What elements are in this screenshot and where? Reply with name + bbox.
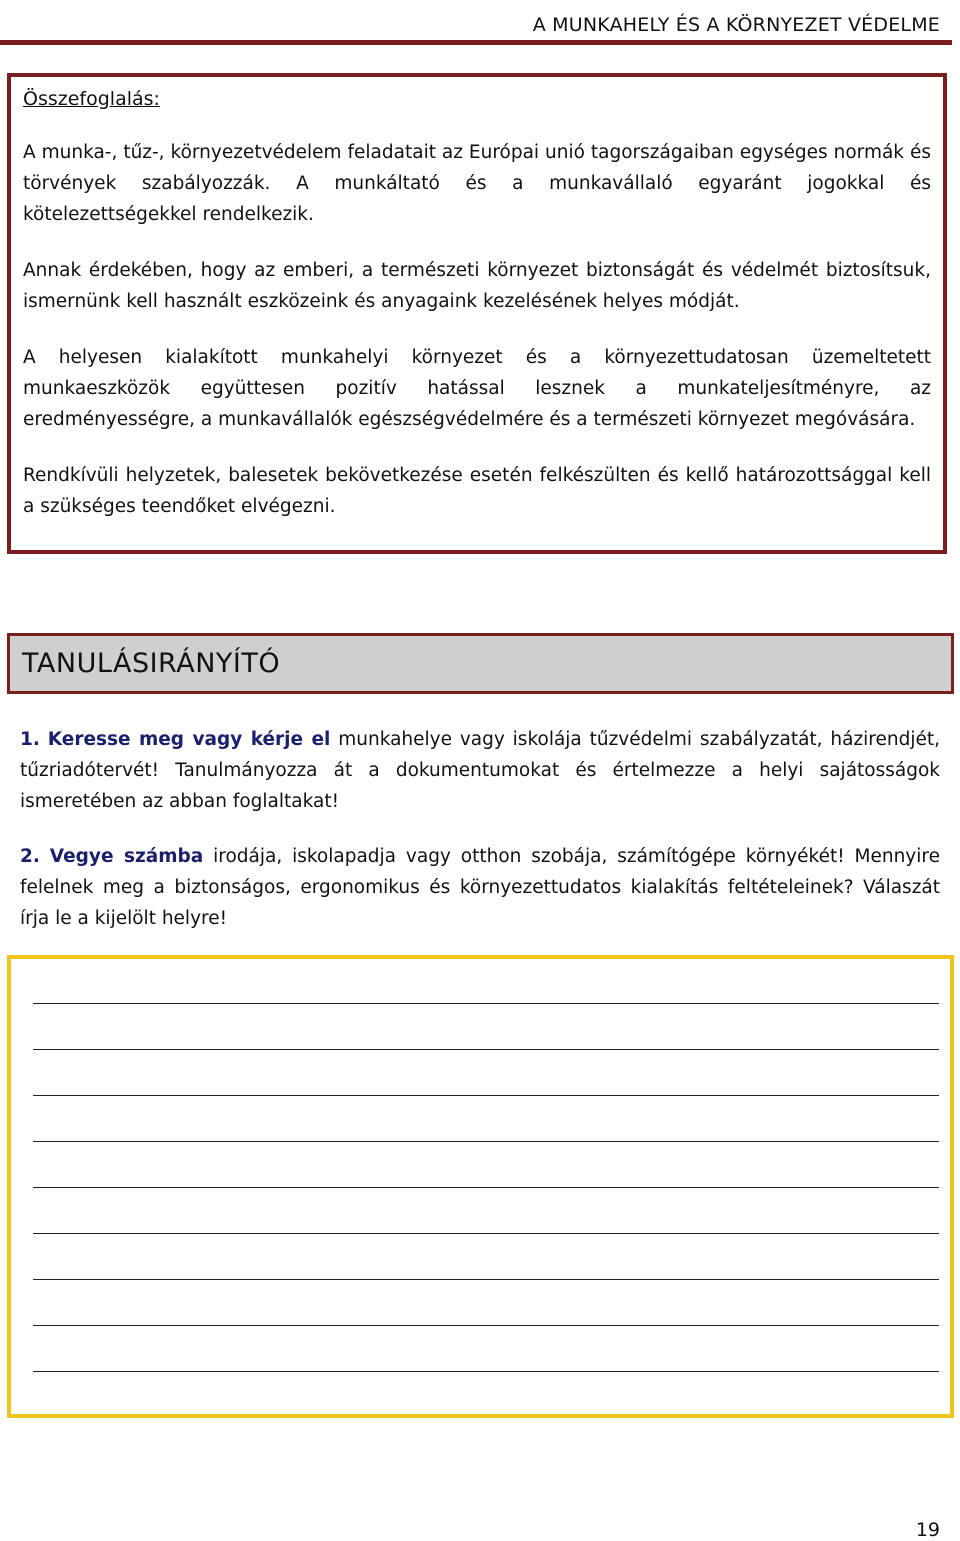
task-1-emphasis: Keresse meg vagy kérje el [47, 729, 331, 750]
answer-line[interactable] [33, 1325, 939, 1326]
running-header: A MUNKAHELY ÉS A KÖRNYEZET VÉDELME [532, 14, 940, 36]
task-1-text: munkahelye vagy iskolája tűzvédelmi szabályzatát, házirendjét, tűzriadótervét! Tanulmányozza át a dokumentumokat és értelmezze a helyi sajátosságok ismeretében az abban foglaltakat! [20, 729, 941, 812]
summary-paragraph-4: Rendkívüli helyzetek, balesetek bekövetkezése esetén felkészülten és kellő határozottsággal kell a szükséges teendőket elvégezni. [23, 465, 931, 517]
header-rule [0, 40, 952, 45]
task-1-number: 1. [20, 729, 40, 750]
answer-line[interactable] [33, 1187, 939, 1188]
answer-line[interactable] [33, 1095, 939, 1096]
answer-line[interactable] [33, 1003, 939, 1004]
answer-line[interactable] [33, 1371, 939, 1372]
answer-box[interactable] [7, 955, 954, 1418]
answer-line[interactable] [33, 1279, 939, 1280]
summary-box [7, 73, 947, 554]
task-2-emphasis: Vegye számba [49, 846, 204, 867]
learning-guide-banner [7, 633, 954, 694]
summary-paragraph-1: A munka-, tűz-, környezetvédelem feladatait az Európai unió tagországaiban egységes normák és törvények szabályozzák. A munkáltató és a munkavállaló egyaránt jogokkal és kötelezettségekkel rendelkezik. [23, 142, 931, 225]
answer-line[interactable] [33, 1049, 939, 1050]
page-number: 19 [915, 1519, 940, 1541]
task-2 [20, 841, 940, 934]
summary-heading: Összefoglalás: [23, 88, 160, 110]
answer-line[interactable] [33, 1233, 939, 1234]
learning-guide-title: TANULÁSIRÁNYÍTÓ [22, 648, 281, 679]
summary-paragraph-3: A helyesen kialakított munkahelyi környezet és a környezettudatosan üzemeltetett munkaeszközök együttesen pozitív hatással lesznek a munkateljesítményre, az eredményességre, a munkavállalók egészségvédelmére és a természeti környezet megóvására. [23, 347, 931, 430]
task-2-number: 2. [20, 846, 40, 867]
task-2-text: irodája, iskolapadja vagy otthon szobája, számítógépe környékét! Mennyire felelnek meg a biztonságos, ergonomikus és környezettudatos kialakítás feltételeinek? Válaszát írja le a kijelölt helyre! [20, 846, 940, 929]
summary-paragraph-2: Annak érdekében, hogy az emberi, a természeti környezet biztonságát és védelmét biztosítsuk, ismernünk kell használt eszközeink és anyagaink kezelésének helyes módját. [23, 260, 931, 312]
task-1 [20, 724, 940, 817]
answer-line[interactable] [33, 1141, 939, 1142]
